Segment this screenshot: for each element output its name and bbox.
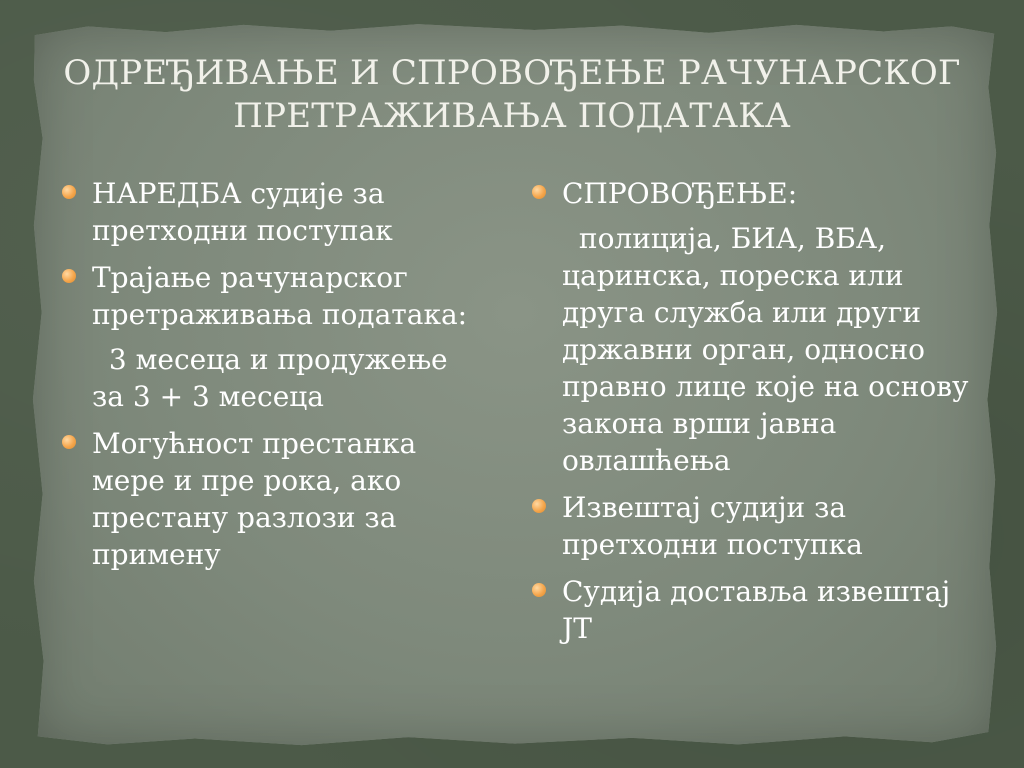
list-item-text: Могућност престанка мере и пре рока, ако престану разлози за примену (92, 427, 417, 571)
list-item-text: Трајање рачунарског претраживања података: (92, 261, 468, 331)
slide-title-line-1: ОДРЕЂИВАЊЕ И СПРОВОЂЕЊЕ РАЧУНАРСКОГ (63, 53, 961, 93)
left-bullet-list (62, 175, 482, 583)
list-item-text: СПРОВОЂЕЊЕ: (562, 177, 798, 210)
list-item-text: Извештај судији за претходни поступка (562, 491, 863, 561)
list-item (532, 573, 972, 647)
bullet-icon (62, 185, 76, 199)
list-item-continuation (532, 220, 972, 479)
slide-title (40, 52, 984, 138)
bullet-icon (62, 269, 76, 283)
list-item-continuation (62, 341, 482, 415)
slide-title-line-2: ПРЕТРАЖИВАЊА ПОДАТАКА (233, 96, 791, 136)
bullet-icon (532, 583, 546, 597)
right-bullet-list (532, 175, 972, 657)
list-item (62, 425, 482, 573)
list-item (532, 489, 972, 563)
list-item (532, 175, 972, 212)
list-item (62, 259, 482, 333)
list-item (62, 175, 482, 249)
list-item-text: Судија доставља извештај ЈТ (562, 575, 951, 645)
list-item-text: НАРЕДБА судије за претходни поступак (92, 177, 393, 247)
bullet-icon (532, 185, 546, 199)
bullet-icon (62, 435, 76, 449)
bullet-icon (532, 499, 546, 513)
list-item-text: полиција, БИА, ВБА, царинска, пореска или друга служба или други државни орган, односно правно лице које на основу закона врши јавна овлашћења (562, 222, 969, 477)
list-item-text: 3 месеца и продужење за 3 + 3 месеца (92, 343, 448, 413)
